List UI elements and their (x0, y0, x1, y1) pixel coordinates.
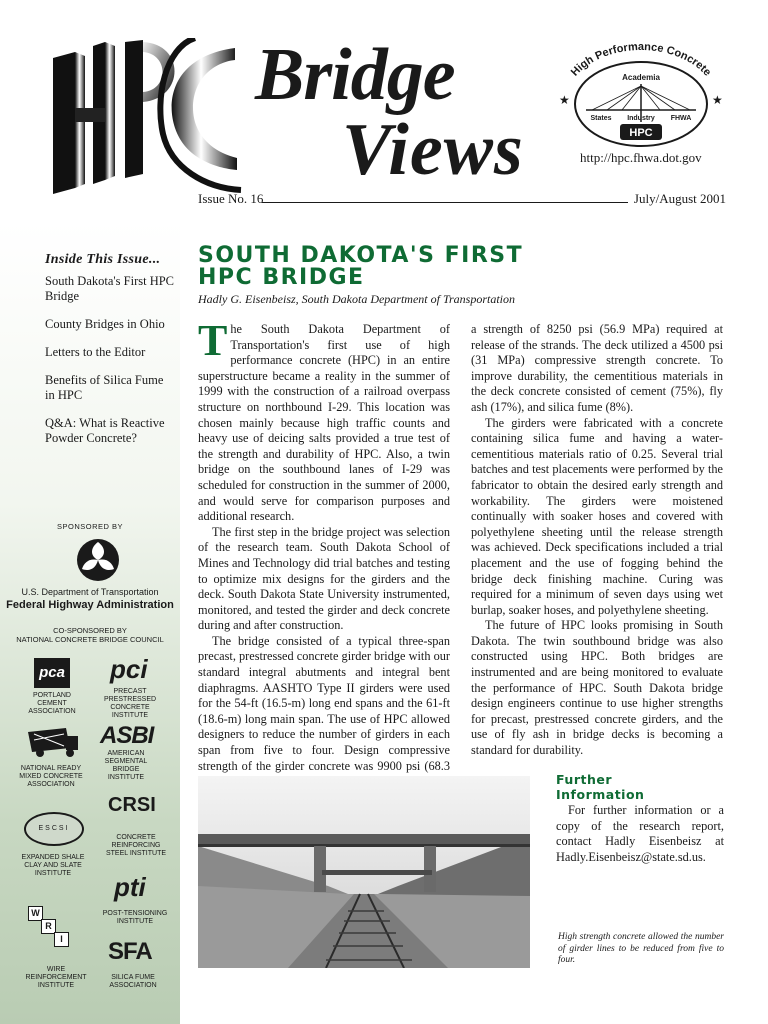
asbi-name: AMERICAN SEGMENTAL BRIDGE INSTITUTE (104, 750, 148, 781)
sfa-name: SILICA FUME ASSOCIATION (109, 974, 157, 989)
seal-academia: Academia (622, 73, 660, 82)
crsi-logo: CRSI (108, 794, 156, 816)
sponsored-by-label: SPONSORED BY (56, 522, 123, 531)
headline-line-2: HPC BRIDGE (198, 265, 365, 290)
pci-name: PRECAST PRESTRESSED CONCRETE INSTITUTE (103, 688, 157, 719)
seal-ring-text: High Performance Concrete (568, 40, 714, 79)
pca-logo: pca (34, 658, 70, 688)
svg-text:★: ★ (559, 93, 570, 107)
paragraph-text: he South Dakota Department of Transportation's first use of high performance concrete (HPC) in an entire superstructure became a reality in the summer of 1999 with the construction of a railroad overpass structure on northbound I-29. This location was chosen mainly because high traffic counts and heavy use of deicing salts provided a true test of the strength and durability of HPC. Also, a twin bridge on the southbound lanes of I-29 was scheduled for construction in the summer of 2000, and would serve for comparison purposes and additional research. (198, 322, 450, 524)
wri-letter: R (41, 919, 56, 934)
pti-logo: pti (114, 872, 146, 902)
svg-text:★: ★ (712, 93, 723, 107)
fhwa-name: Federal Highway Administration (6, 599, 174, 611)
further-title-line-1: Further (556, 772, 612, 787)
pti-name: POST-TENSIONING INSTITUTE (102, 910, 168, 925)
photo-caption: High strength concrete allowed the number of girder lines to be reduced from five to four. (558, 932, 724, 965)
toc-item[interactable]: Q&A: What is Reactive Powder Concrete? (45, 416, 165, 445)
pci-logo: pci (110, 654, 148, 684)
sfa-logo: SFA (108, 938, 152, 965)
seal-states: States (590, 115, 612, 122)
website-url[interactable]: http://hpc.fhwa.dot.gov (580, 150, 702, 165)
sidebar (0, 222, 180, 1024)
paragraph: a strength of 8250 psi (56.9 MPa) required at release of the strands. The deck utilized a 4500 psi (31 MPa) compressive strength concrete. To improve durability, the cementitious materials in the deck concrete consisted of cement (75%), fly ash (17%), and silica fume (8%). (471, 322, 723, 414)
wri-logo (28, 906, 70, 948)
nrmca-name: NATIONAL READY MIXED CONCRETE ASSOCIATION (19, 765, 83, 788)
headline-line-1: SOUTH DAKOTA'S FIRST (198, 243, 524, 268)
article-byline: Hadly G. Eisenbeisz, South Dakota Department of Transportation (198, 292, 515, 306)
drop-cap: T (198, 316, 228, 365)
article-column-2 (471, 322, 723, 759)
paragraph: The first step in the bridge project was selection of the research team. South Dakota School of Mines and Technology did trial batches and testing to optimize mix designs for the girders and the deck. South Dakota State University instrumented, monitored, and tested the girder and deck concrete during and after construction. (198, 524, 450, 633)
hpc-seal-logo (552, 40, 730, 150)
escsi-name: EXPANDED SHALE CLAY AND SLATE INSTITUTE (21, 854, 85, 877)
seal-industry: Industry (627, 115, 655, 122)
issue-rule (262, 202, 628, 203)
bridge-photo (198, 776, 530, 968)
table-of-contents (45, 274, 175, 459)
issue-line (198, 191, 726, 207)
wri-letter: W (28, 906, 43, 921)
pca-name: PORTLAND CEMENT ASSOCIATION (28, 692, 76, 715)
asbi-logo: ASBI (100, 722, 154, 749)
further-info-title (556, 772, 644, 802)
masthead-title-bridge: Bridge (255, 34, 455, 116)
article-headline (198, 245, 523, 289)
seal-fhwa: FHWA (670, 115, 692, 122)
hpc-logo (45, 38, 245, 198)
escsi-logo: ESCSI (24, 812, 84, 846)
ready-mix-truck-icon (26, 726, 80, 758)
paragraph (198, 316, 450, 525)
wri-letter: I (54, 932, 69, 947)
toc-item[interactable]: County Bridges in Ohio (45, 317, 165, 331)
issue-date: July/August 2001 (633, 191, 726, 206)
crsi-name: CONCRETE REINFORCING STEEL INSTITUTE (105, 834, 167, 857)
inside-this-issue-title: Inside This Issue... (45, 252, 161, 267)
further-title-line-2: Information (556, 787, 645, 802)
council-name: NATIONAL CONCRETE BRIDGE COUNCIL (16, 635, 164, 644)
cosponsored-by-label: CO-SPONSORED BY (53, 626, 127, 635)
issue-number: Issue No. 16 (198, 191, 264, 206)
seal-badge: HPC (629, 127, 653, 139)
dot-logo-icon (76, 538, 120, 582)
article-column-1 (198, 316, 450, 790)
dot-name: U.S. Department of Transportation (21, 587, 159, 597)
paragraph: The bridge consisted of a typical three-span precast, prestressed concrete girder bridge with our standard integral abutments and integral bent diaphragms. AASHTO Type II girders were used for the 54-ft (16.5-m) long end spans and the 61-ft (18.6-m) long main span. The use of HPC allowed designers to reduce the number of girders in each span from five to four. Design compressive strength of the girder concrete was 9900 psi (68.3 (198, 633, 450, 773)
further-info-body: For further information or a copy of the research report, contact Hadly Eisenbeisz at Hadly.Eisenbeisz@state.sd.us. (556, 803, 724, 864)
paragraph: The future of HPC looks promising in South Dakota. The twin southbound bridge was also constructed using HPC. Both bridges are instrumented and are being monitored to evaluate the performance of HPC. South Dakota bridge design engineers continue to use higher strengths for precast, prestressed concrete girders, and the use of fly ash in bridge decks is becoming a standard for durability. (471, 618, 723, 758)
wri-name: WIRE REINFORCEMENT INSTITUTE (25, 966, 87, 989)
toc-item[interactable]: South Dakota's First HPC Bridge (45, 274, 175, 303)
toc-item[interactable]: Letters to the Editor (45, 345, 146, 359)
paragraph: The girders were fabricated with a concrete containing silica fume and having a water-cementitious materials ratio of 0.25. Several trial batches and test placements were performed by the fabricator to obtain the desired early strength and workability. The girders were moistened continually with soaker hoses and covered with polyethylene sheeting until the release strength was achieved. Deck specifications included a trial placement and the use of fogging behind the bridge deck finishing machine. Curing was required for a minimum of seven days using wet burlap, soaker hoses, and polyethylene sheeting. (471, 415, 723, 617)
masthead-title-views: Views (342, 109, 524, 191)
toc-item[interactable]: Benefits of Silica Fume in HPC (45, 373, 164, 402)
